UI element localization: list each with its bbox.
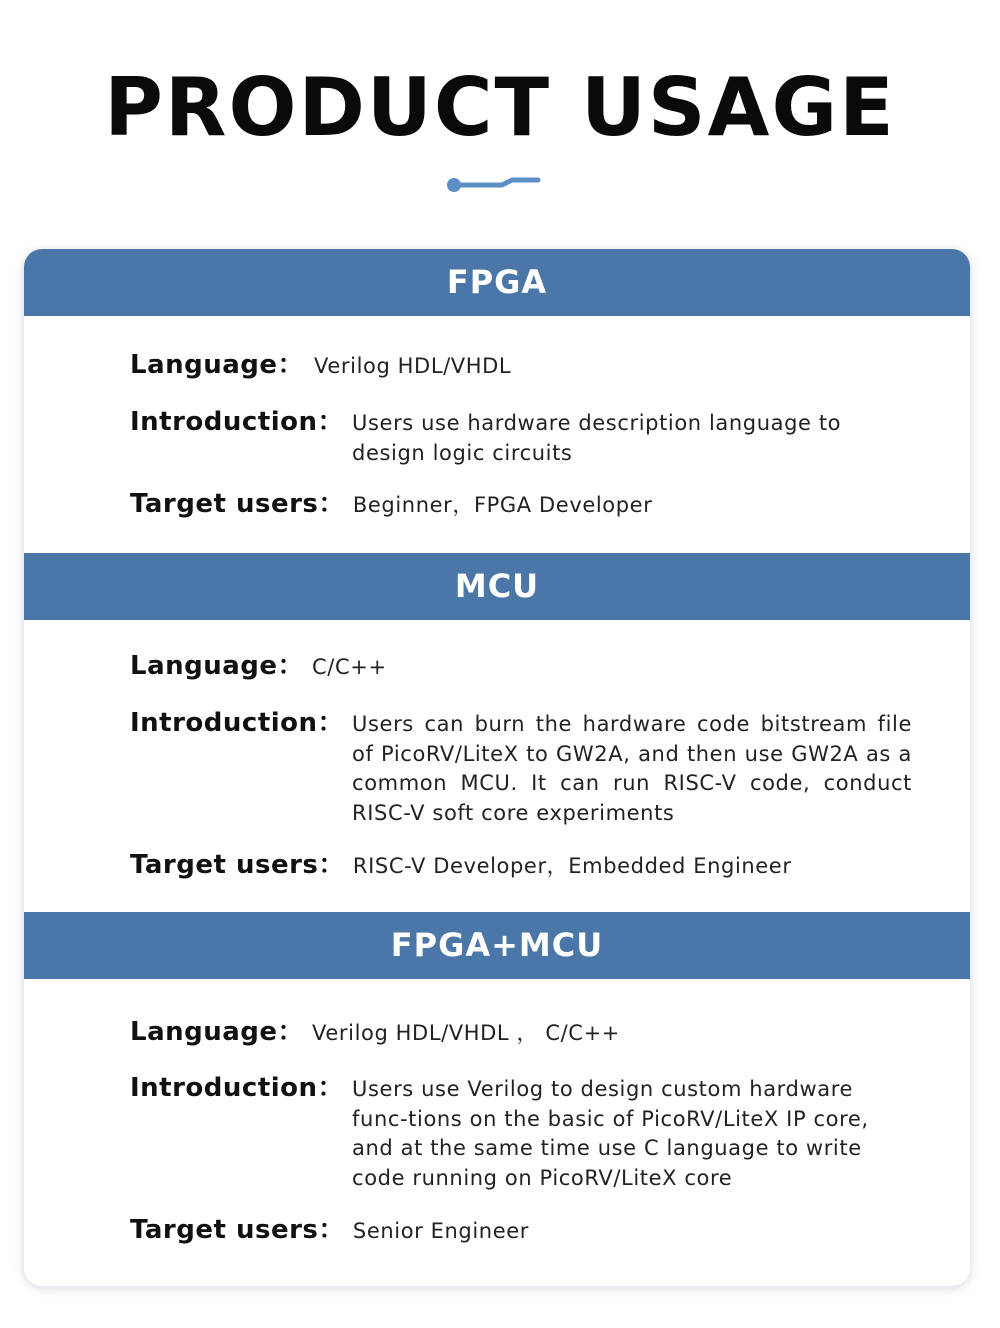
language-value: Verilog HDL/VHDL: [314, 354, 512, 378]
section-header-mcu: MCU: [24, 553, 970, 620]
fpga-introduction-row: [130, 407, 912, 468]
target-users-label: Target users：: [130, 1215, 345, 1245]
language-label: Language：: [130, 350, 305, 380]
fpga-mcu-introduction-row: [130, 1073, 912, 1193]
introduction-label: Introduction：: [130, 407, 345, 437]
introduction-value: Users can burn the hardware code bitstream file of PicoRV/LiteX to GW2A, and then use GW2A as a common MCU. It can run RISC-V code, conduct RISC-V soft core experiments: [352, 712, 912, 825]
language-value: C/C++: [312, 655, 387, 679]
title-ornament-icon: [444, 174, 544, 194]
fpga-mcu-target-users-row: [130, 1215, 912, 1247]
target-users-label: Target users：: [130, 850, 345, 880]
mcu-language-row: [130, 651, 912, 683]
fpga-mcu-language-row: [130, 1017, 912, 1049]
usage-card: [24, 249, 970, 1286]
language-label: Language：: [130, 651, 305, 681]
introduction-label: Introduction：: [130, 1073, 345, 1103]
target-users-value: Beginner，FPGA Developer: [352, 493, 653, 517]
language-label: Language：: [130, 1017, 305, 1047]
introduction-value: Users use Verilog to design custom hardware func-tions on the basic of PicoRV/LiteX IP core, and at the same time use C language to write code running on PicoRV/LiteX core: [352, 1077, 869, 1190]
target-users-label: Target users：: [130, 489, 345, 519]
fpga-target-users-row: [130, 489, 912, 521]
introduction-value: Users use hardware description language to design logic circuits: [352, 411, 842, 465]
target-users-value: RISC-V Developer，Embedded Engineer: [352, 854, 792, 878]
page-title: PRODUCT USAGE: [104, 61, 896, 154]
section-header-fpga: FPGA: [24, 249, 970, 316]
language-value: Verilog HDL/VHDL ， C/C++: [312, 1021, 620, 1045]
section-header-fpga-mcu: FPGA+MCU: [24, 912, 970, 979]
introduction-label: Introduction：: [130, 708, 345, 738]
target-users-value: Senior Engineer: [352, 1219, 529, 1243]
mcu-introduction-row: [130, 708, 912, 828]
fpga-language-row: [130, 350, 912, 382]
mcu-target-users-row: [130, 850, 912, 882]
